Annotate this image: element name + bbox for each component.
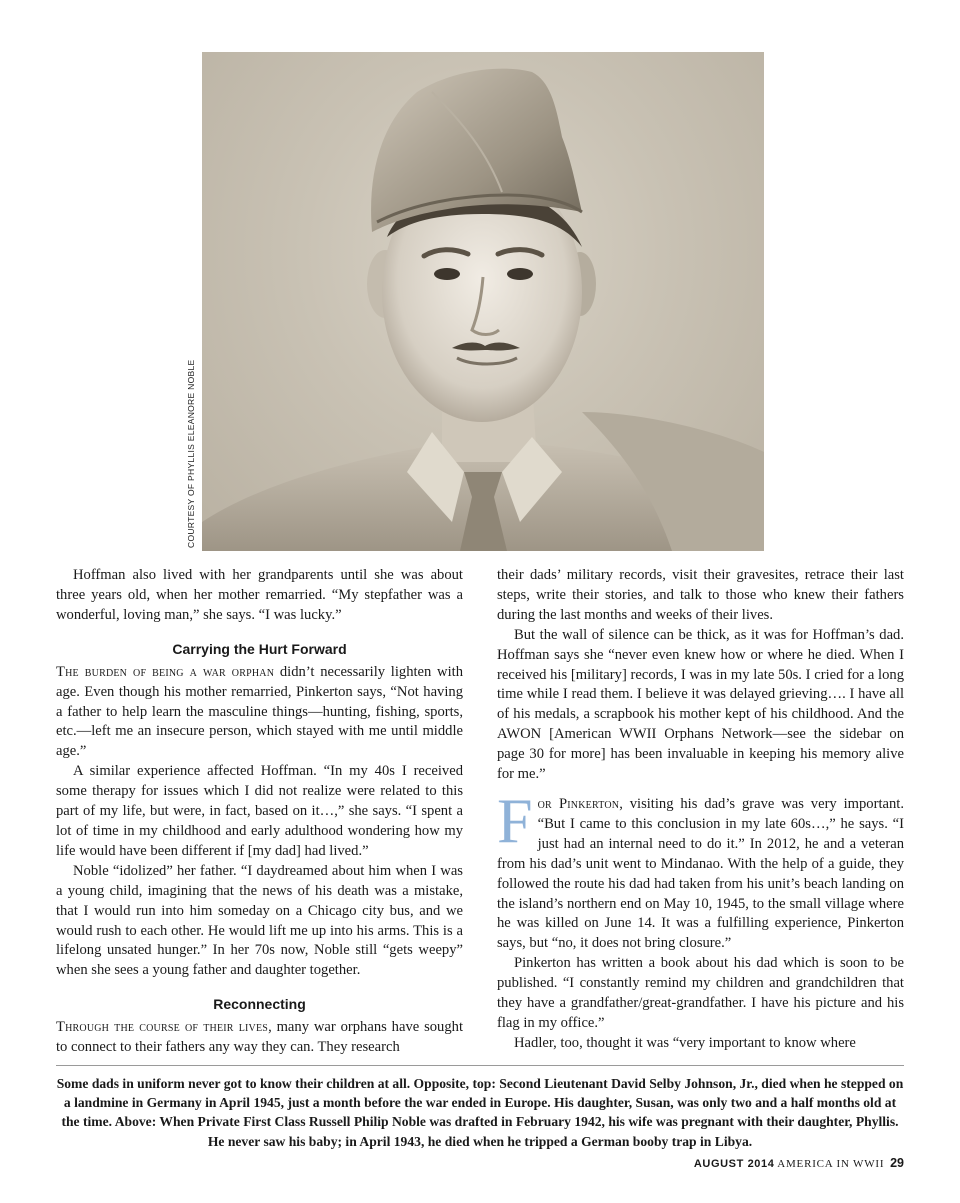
drop-cap: F [497, 784, 533, 856]
portrait-illustration [202, 52, 764, 551]
paragraph: their dads’ military records, visit their gravesites, retrace their last steps, write their stories, and talk to those who knew their fathers during the last months and weeks of their lives. [497, 567, 904, 623]
paragraph-text: , visiting his dad’s grave was very important. “But I came to this conclusion in my late 60s…,” he says. “I just had an internal need to do it.” In 2012, he and a veteran from his dad’s unit went to Mindanao. With the help of a guide, they followed the route his dad had taken from his unit’s beach landing on the island’s northern end on May 10, 1945, to the small village where he was killed on June 14. It was a fulfilling experience, Pinkerton says, but “no, it does not bring closure.” [497, 795, 904, 952]
caption-divider [56, 1065, 904, 1066]
issue-date: AUGUST 2014 [693, 1158, 775, 1170]
paragraph: A similar experience affected Hoffman. “In my 40s I received some therapy for issues which I did not realize were related to this part of my life, but were, in fact, based on it…,” she says. “I spent a lot of time in my childhood and early adulthood wondering how my life would have been different if [my dad] had lived.” [56, 763, 463, 859]
paragraph: Noble “idolized” her father. “I daydreamed about him when I was a young child, imagining that the news of his death was a mistake, that I would run into him someday on a Chicago city bus, and we would rush to each other. He would lift me up into his arms. This is a lifelong unsated hunger.” In her 70s now, Noble still “gets weepy” when she sees a young father and daughter together. [56, 862, 463, 979]
paragraph-text: didn’t necessarily lighten with age. Even though his mother remarried, Pinkerton says, “Not having a father to help learn the masculine things—hunting, fishing, sports, etc.—left me an insecure person, which stayed with me until middle age.” [56, 663, 464, 760]
photo-credit: COURTESY OF PHYLLIS ELEANORE NOBLE [186, 359, 196, 548]
photo-caption: Some dads in uniform never got to know their children at all. Opposite, top: Second Lieutenant David Selby Johnson, Jr., died when he stepped on a landmine in Germany in April 1945, just a month before the war ended in Europe. His daughter, Susan, was only two and a half months old at the time. Above: When Private First Class Russell Philip Noble was drafted in February 1942, his wife was pregnant with their daughter, Phyllis. He never saw his baby; in April 1943, he died when he tripped a German booby trap in Libya. [56, 1076, 904, 1149]
paragraph: Pinkerton has written a book about his dad which is soon to be published. “I constantly remind my children and grandchildren that they have a grandfather/great-grandfather. I have his picture and his flag in my office.” [497, 955, 904, 1031]
lead-in-small-caps: The burden of being a war orphan [56, 663, 275, 680]
paragraph-text: , many war orphans have sought to connect to their fathers any way they can. They research [56, 1019, 463, 1056]
page-footer [694, 1156, 904, 1170]
article-left-column [56, 566, 463, 1058]
soldier-portrait-photo [202, 52, 764, 551]
paragraph: Hadler, too, thought it was “very important to know where [514, 1034, 856, 1051]
eye-left [434, 268, 460, 280]
paragraph [56, 663, 463, 763]
eye-right [507, 268, 533, 280]
magazine-title: AMERICA IN WWII [777, 1158, 885, 1170]
paragraph [56, 1018, 463, 1058]
subheading-carrying-the-hurt: Carrying the Hurt Forward [172, 640, 347, 657]
article-right-column [497, 566, 904, 1054]
lead-in-small-caps: Through the course of their lives [56, 1019, 269, 1036]
subheading-reconnecting: Reconnecting [213, 996, 306, 1013]
page-number: 29 [890, 1156, 904, 1170]
paragraph: Hoffman also lived with her grandparents until she was about three years old, when her mother remarried. “My stepfather was a wonderful, loving man,” she says. “I was lucky.” [56, 567, 463, 623]
paragraph-with-dropcap [497, 784, 904, 954]
lead-in-small-caps: or Pinkerton [537, 795, 620, 812]
paragraph: But the wall of silence can be thick, as it was for Hoffman’s dad. Hoffman says she “never even knew how or where he died. When I received his [military] records, I was in my late 50s. I cried for a long time while I read them. I believe it was delayed grieving…. I have all of his medals, a scrapbook his mother kept of his childhood. And the AWON [American WWII Orphans Network—see the sidebar on page 30 for more] has been invaluable in keeping his memory alive for me.” [497, 626, 904, 783]
